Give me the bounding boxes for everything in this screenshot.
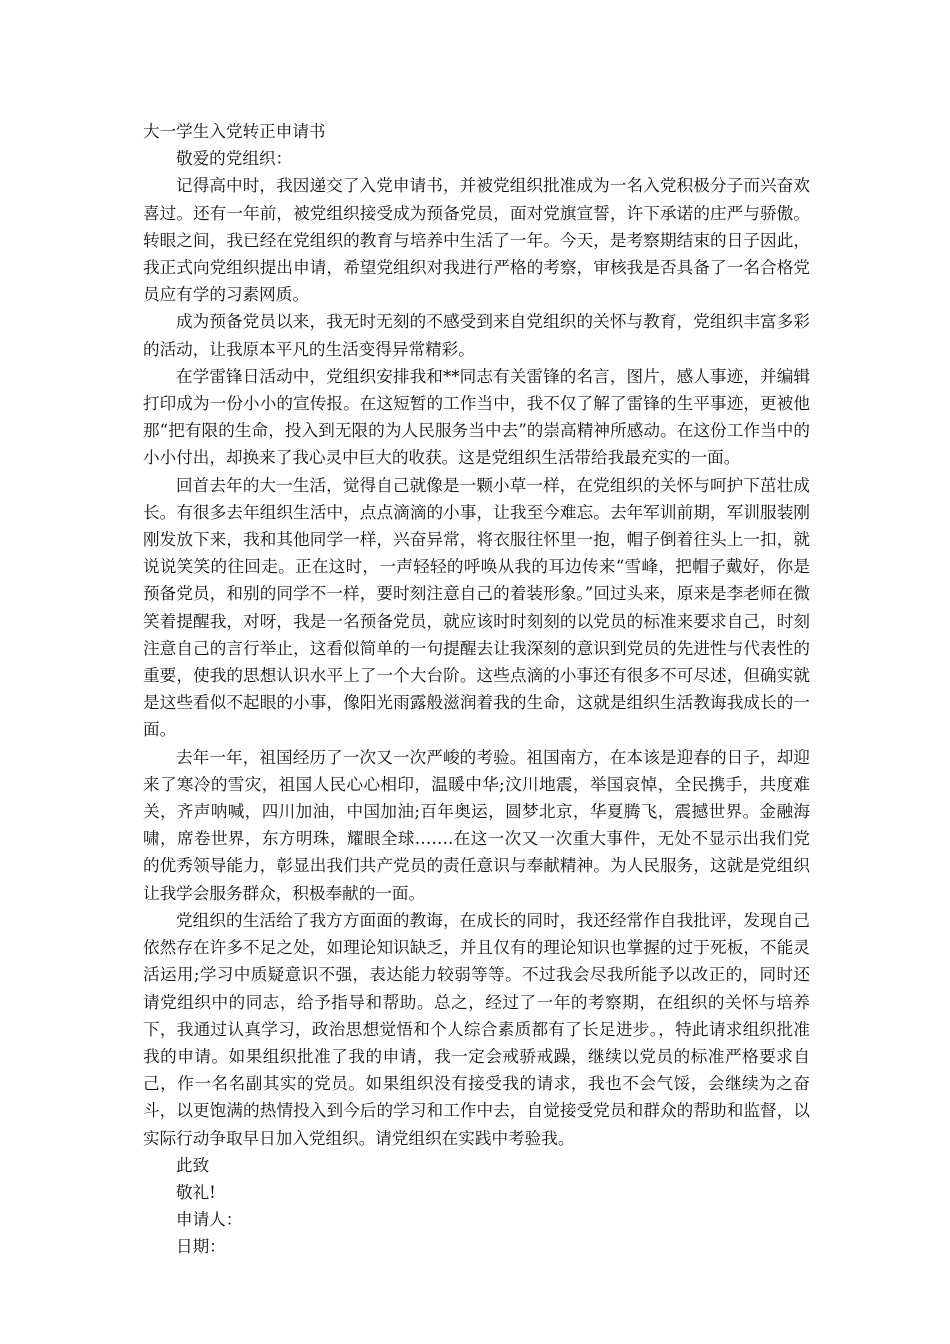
paragraph-3: 在学雷锋日活动中，党组织安排我和**同志有关雷锋的名言，图片，感人事迹，并编辑打印成为一份小小的宣传报。在这短暂的工作当中，我不仅了解了雷锋的生平事迹，更被他那“把有限的生命，投入到无限的为人民服务当中去”的崇高精神所感动。在这份工作当中的小小付出，却换来了我心灵中巨大的收获。这是党组织生活带给我最充实的一面。 (143, 366, 810, 468)
regards: 敬礼! (176, 1182, 216, 1202)
date-label: 日期： (176, 1237, 226, 1257)
paragraph-5: 去年一年，祖国经历了一次又一次严峻的考验。祖国南方，在本该是迎春的日子，却迎来了寒冷的雪灾，祖国人民心心相印，温暖中华;汶川地震，举国哀悼，全民携手，共度难关，齐声呐喊，四川加油，中国加油;百年奥运，圆梦北京，华夏腾飞，震撼世界。金融海啸，席卷世界，东方明珠，耀眼全球…….在这一次又一次重大事件，无处不显示出我们党的优秀领导能力，彰显出我们共产党员的责任意识与奉献精神。为人民服务，这就是党组织让我学会服务群众，积极奉献的一面。 (143, 747, 810, 903)
closing: 此致 (176, 1155, 210, 1175)
paragraph-1: 记得高中时，我因递交了入党申请书，并被党组织批准成为一名入党积极分子而兴奋欢喜过。还有一年前，被党组织接受成为预备党员，面对党旗宣誓，许下承诺的庄严与骄傲。转眼之间，我已经在党组织的教育与培养中生活了一年。今天，是考察期结束的日子因此，我正式向党组织提出申请，希望党组织对我进行严格的考察，审核我是否具备了一名合格党员应有学的习素网质。 (143, 176, 810, 305)
applicant-label: 申请人： (176, 1210, 243, 1230)
document-title: 大一学生入党转正申请书 (143, 122, 326, 141)
paragraph-2: 成为预备党员以来，我无时无刻的不感受到来自党组织的关怀与教育，党组织丰富多彩的活动，让我原本平凡的生活变得异常精彩。 (143, 312, 810, 359)
paragraph-4: 回首去年的大一生活，觉得自己就像是一颗小草一样，在党组织的关怀与呵护下茁壮成长。有很多去年组织生活中，点点滴滴的小事，让我至今难忘。去年军训前期，军训服装刚刚发放下来，我和其他同学一样，兴奋异常，将衣服往怀里一抱，帽子倒着往头上一扣，就说说笑笑的往回走。正在这时，一声轻轻的呼唤从我的耳边传来“雪峰，把帽子戴好，你是预备党员，和别的同学不一样，要时刻注意自己的着装形象。”回过头来，原来是李老师在微笑着提醒我，对呀，我是一名预备党员，就应该时时刻刻的以党员的标准来要求自己，时刻注意自己的言行举止，这看似简单的一句提醒去让我深刻的意识到党员的先进性与代表性的重要，使我的思想认识水平上了一个大台阶。这些点滴的小事还有很多不可尽述，但确实就是这些看似不起眼的小事，像阳光雨露般滋润着我的生命，这就是组织生活教诲我成长的一面。 (143, 475, 810, 740)
salutation: 敬爱的党组织： (176, 149, 293, 169)
letter-body (143, 118, 810, 1261)
paragraph-6: 党组织的生活给了我方方面面的教诲，在成长的同时，我还经常作自我批评，发现自己依然存在许多不足之处，如理论知识缺乏，并且仅有的理论知识也掌握的过于死板，不能灵活运用;学习中质疑意识不强，表达能力较弱等等。不过我会尽我所能予以改正的，同时还请党组织中的同志，给予指导和帮助。总之，经过了一年的考察期，在组织的关怀与培养下，我通过认真学习，政治思想觉悟和个人综合素质都有了长足进步。，特此请求组织批准我的申请。如果组织批准了我的申请，我一定会戒骄戒躁，继续以党员的标准严格要求自己，作一名名副其实的党员。如果组织没有接受我的请求，我也不会气馁，会继续为之奋斗，以更饱满的热情投入到今后的学习和工作中去，自觉接受党员和群众的帮助和监督，以实际行动争取早日加入党组织。请党组织在实践中考验我。 (143, 910, 810, 1148)
